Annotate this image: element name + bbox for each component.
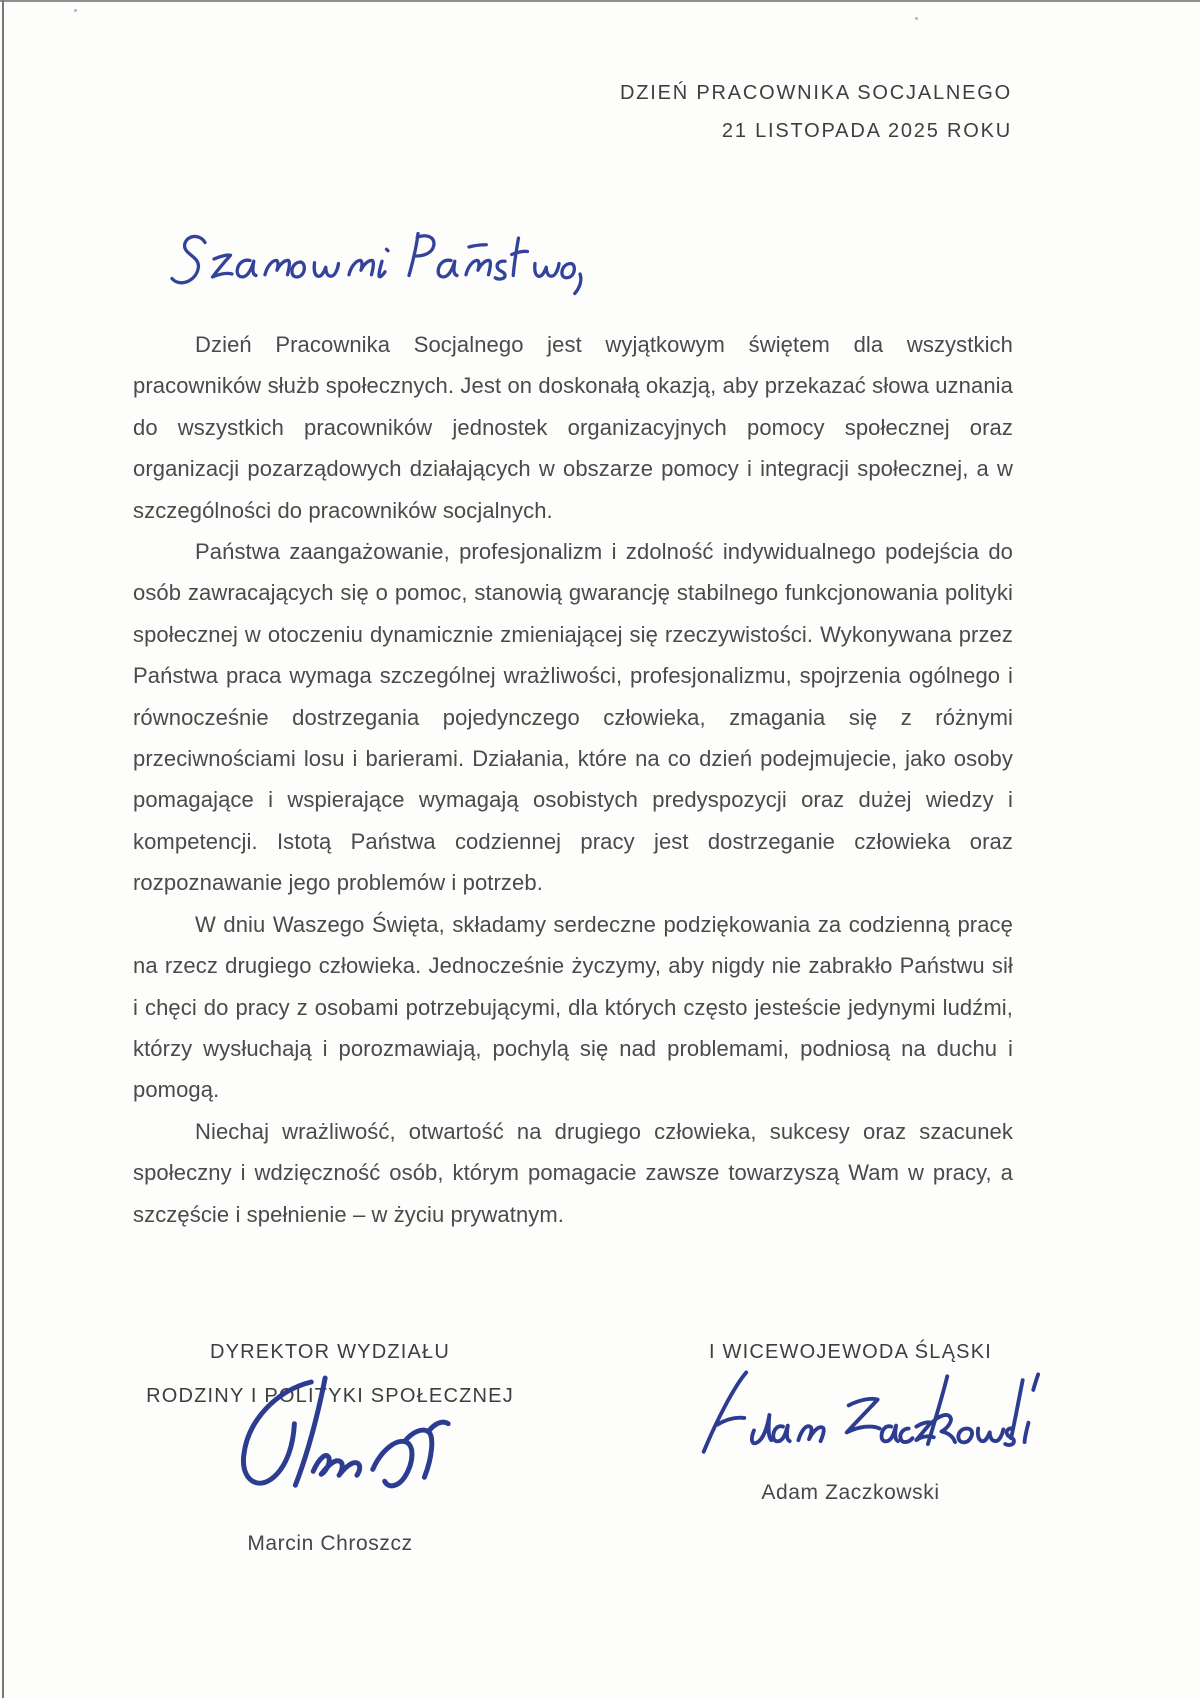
letter-body	[133, 324, 1013, 1235]
letterhead-event-title: DZIEŃ PRACOWNIKA SOCJALNEGO	[620, 82, 1012, 104]
letterhead-date: 21 LISTOPADA 2025 ROKU	[721, 120, 1012, 142]
signer-title: I WICEWOJEWODA ŚLĄSKI	[708, 1341, 992, 1363]
paragraph: Dzień Pracownika Socjalnego jest wyjątkowym świętem dla wszystkich pracowników służb społecznych. Jest on doskonałą okazją, aby przekazać słowa uznania do wszystkich pracowników jednostek organizacyjnych pomocy społecznej oraz organizacji pozarządowych działających w obszarze pomocy i integracji społecznej, a w szczególności do pracowników socjalnych.	[133, 332, 1013, 523]
handwritten-salutation	[166, 224, 586, 300]
signer-name-marcin-chroszcz: Marcin Chroszcz	[247, 1532, 413, 1555]
scan-artifact-top-edge	[0, 0, 1200, 2]
scan-speck	[74, 9, 77, 12]
signer-title-line1: DYREKTOR WYDZIAŁU	[209, 1341, 451, 1363]
paragraph: W dniu Waszego Święta, składamy serdeczne podziękowania za codzienną pracę na rzecz drugiego człowieka. Jednocześnie życzymy, aby nigdy nie zabrakło Państwu sił i chęci do pracy z osobami potrzebującymi, dla których często jesteście jedynymi ludźmi, którzy wysłuchają i porozmawiają, pochylą się nad problemami, podniosą na duchu i pomogą.	[133, 911, 1013, 1103]
handwritten-signature-adam-zaczkowski	[694, 1366, 1042, 1464]
paragraph: Państwa zaangażowanie, profesjonalizm i zdolność indywidualnego podejścia do osób zawracających się o pomoc, stanowią gwarancję stabilnego funkcjonowania polityki społecznej w otoczeniu dynamicznie zmieniającej się rzeczywistości. Wykonywana przez Państwa praca wymaga szczególnej wrażliwości, profesjonalizmu, spojrzenia ogólnego i równocześnie dostrzegania pojedynczego człowieka, zmagania się z różnymi przeciwnościami losu i barierami. Działania, które na co dzień podejmujecie, jako osoby pomagające i wspierające wymagają osobistych predyspozycji oraz dużej wiedzy i kompetencji. Istotą Państwa codziennej pracy jest dostrzeganie człowieka oraz rozpoznawanie jego problemów i potrzeb.	[133, 539, 1013, 896]
handwritten-signature-marcin-chroszcz	[214, 1372, 472, 1525]
scan-artifact-left-edge	[2, 0, 4, 1698]
scan-speck	[915, 17, 918, 20]
paragraph: Niechaj wrażliwość, otwartość na drugiego człowieka, sukcesy oraz szacunek społeczny i wdzięczność osób, którym pomagacie zawsze towarzyszą Wam w pracy, a szczęście i spełnienie – w życiu prywatnym.	[133, 1118, 1013, 1227]
signer-name-adam-zaczkowski: Adam Zaczkowski	[761, 1481, 940, 1504]
letterhead	[620, 74, 1012, 150]
signer-title-line2: RODZINY I POLITYKI SPOŁECZNEJ	[146, 1385, 514, 1407]
